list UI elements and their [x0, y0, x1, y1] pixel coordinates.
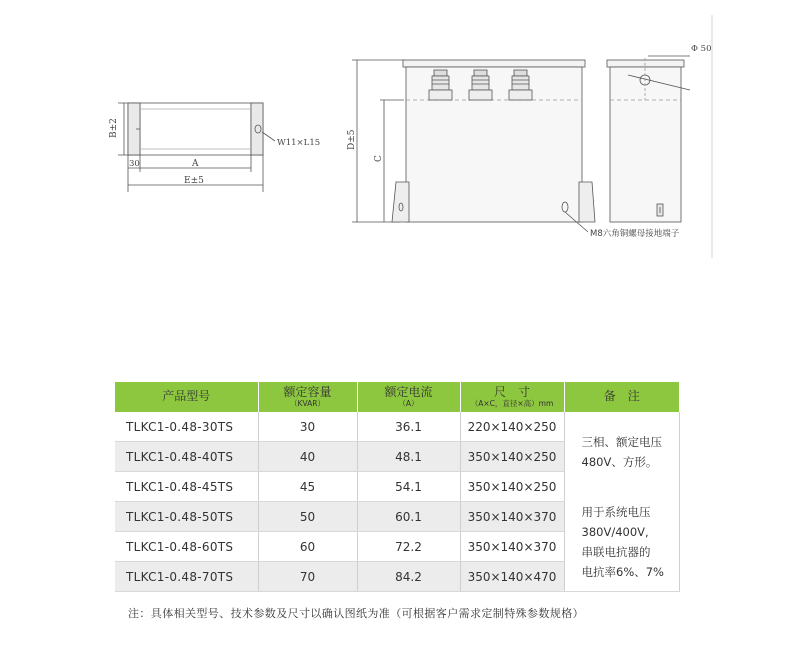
cell-current: 36.1 [357, 412, 460, 442]
cell-size: 350×140×250 [460, 442, 564, 472]
cell-model: TLKC1-0.48-40TS [115, 442, 258, 472]
dim-d-label: D±5 [347, 129, 357, 150]
dim-30-label: 30 [129, 159, 140, 169]
header-current-unit: （A） [398, 398, 419, 408]
front-view-drawing [352, 60, 595, 232]
cell-model: TLKC1-0.48-45TS [115, 472, 258, 502]
footnote: 注：具体相关型号、技术参数及尺寸以确认图纸为准（可根据客户需求定制特殊参数规格） [128, 607, 584, 620]
terminal-label: M8六角铜螺母接地端子 [590, 229, 680, 239]
cell-model: TLKC1-0.48-60TS [115, 532, 258, 562]
cell-size: 350×140×250 [460, 472, 564, 502]
cell-model: TLKC1-0.48-30TS [115, 412, 258, 442]
cell-model: TLKC1-0.48-50TS [115, 502, 258, 532]
cell-capacity: 45 [258, 472, 357, 502]
header-size-unit: （A×C，直径×高）mm [470, 398, 554, 408]
cell-current: 60.1 [357, 502, 460, 532]
cell-model: TLKC1-0.48-70TS [115, 562, 258, 592]
dim-c-label: C [374, 155, 384, 162]
cell-capacity: 40 [258, 442, 357, 472]
cell-current: 48.1 [357, 442, 460, 472]
remarks-line-2: 480V、方形。 [581, 455, 658, 469]
cell-capacity: 50 [258, 502, 357, 532]
header-current: 额定电流 （A） [357, 382, 460, 412]
dim-a-label: A [192, 159, 199, 169]
cell-capacity: 70 [258, 562, 357, 592]
hole-diameter-label: Φ 50 [691, 44, 712, 54]
table-row [115, 412, 679, 442]
cell-size: 220×140×250 [460, 412, 564, 442]
cell-capacity: 30 [258, 412, 357, 442]
remarks-line-1: 三相、额定电压 [581, 435, 662, 449]
cell-current: 54.1 [357, 472, 460, 502]
remarks-line-4: 380V/400V, [581, 525, 649, 539]
cell-size: 350×140×370 [460, 532, 564, 562]
header-capacity: 额定容量 （KVAR） [258, 382, 357, 412]
cell-current: 84.2 [357, 562, 460, 592]
header-model: 产品型号 [115, 382, 258, 412]
cell-size: 350×140×470 [460, 562, 564, 592]
cell-current: 72.2 [357, 532, 460, 562]
remarks-line-3: 用于系统电压 [581, 505, 651, 519]
cell-remarks [564, 412, 679, 592]
header-size: 尺 寸 （A×C，直径×高）mm [460, 382, 564, 412]
header-capacity-unit: （KVAR） [290, 398, 325, 408]
side-view-drawing [607, 56, 690, 222]
remarks-line-5: 串联电抗器的 [581, 545, 651, 559]
spec-table [115, 382, 680, 592]
cell-size: 350×140×370 [460, 502, 564, 532]
dim-b-label: B±2 [109, 118, 119, 138]
technical-drawings [0, 0, 790, 300]
remarks-gap [582, 472, 679, 502]
cell-capacity: 60 [258, 532, 357, 562]
remarks-line-6: 电抗率6%、7% [581, 565, 664, 579]
slot-label: W11×L15 [277, 138, 321, 148]
table-header-row [115, 382, 679, 412]
header-remarks: 备 注 [564, 382, 679, 412]
dim-e-label: E±5 [184, 176, 204, 186]
